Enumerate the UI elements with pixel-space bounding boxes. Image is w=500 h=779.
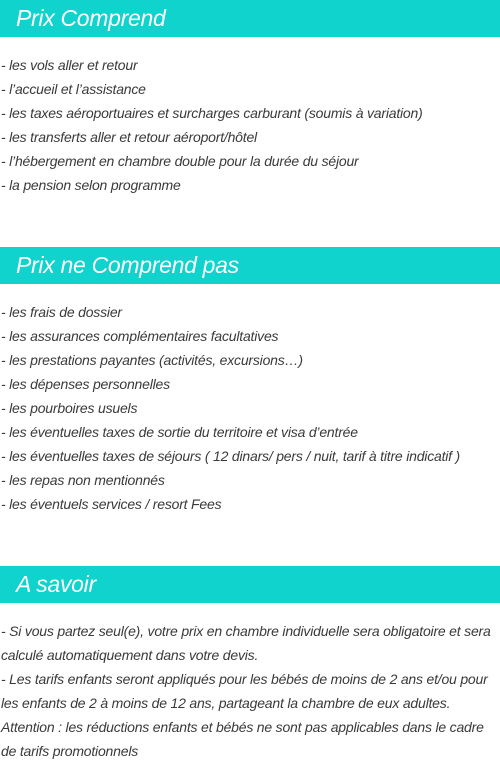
excluded-header: Prix ne Comprend pas: [0, 247, 500, 284]
included-list: [0, 53, 500, 197]
list-item: - les assurances complémentaires facultatives: [1, 328, 279, 344]
info-paragraph-attention: Attention : les réductions enfants et bébés ne sont pas applicables dans le cadre de tarifs promotionnels: [1, 719, 484, 759]
list-item: - les éventuelles taxes de séjours ( 12 dinars/ pers / nuit, tarif à titre indicatif ): [1, 448, 461, 464]
list-item: - les prestations payantes (activités, excursions…): [1, 352, 303, 368]
excluded-section: [0, 247, 500, 516]
list-item: - les éventuels services / resort Fees: [1, 496, 222, 512]
included-section: [0, 0, 500, 197]
list-item: - les transferts aller et retour aéroport/hôtel: [1, 129, 257, 145]
list-item: - l’hébergement en chambre double pour la durée du séjour: [1, 153, 359, 169]
list-item: - les frais de dossier: [1, 304, 122, 320]
list-item: - l’accueil et l’assistance: [1, 81, 146, 97]
included-header: Prix Comprend: [0, 0, 500, 37]
list-item: - les repas non mentionnés: [1, 472, 165, 488]
info-paragraph-child-rates: - Les tarifs enfants seront appliqués pour les bébés de moins de 2 ans et/ou pour les enfants de 2 à moins de 12 ans, partageant la chambre de eux adultes.: [1, 671, 488, 711]
excluded-list: [0, 300, 500, 516]
list-item: - les éventuelles taxes de sortie du territoire et visa d’entrée: [1, 424, 358, 440]
list-item: - les vols aller et retour: [1, 57, 138, 73]
list-item: - les taxes aéroportuaires et surcharges carburant (soumis à variation): [1, 105, 423, 121]
info-body: [0, 619, 500, 763]
info-paragraph-single-room: - Si vous partez seul(e), votre prix en chambre individuelle sera obligatoire et sera calculé automatiquement dans votre devis.: [1, 623, 491, 663]
list-item: - la pension selon programme: [1, 177, 181, 193]
info-section: [0, 566, 500, 763]
list-item: - les dépenses personnelles: [1, 376, 170, 392]
info-header: A savoir: [0, 566, 500, 603]
list-item: - les pourboires usuels: [1, 400, 138, 416]
